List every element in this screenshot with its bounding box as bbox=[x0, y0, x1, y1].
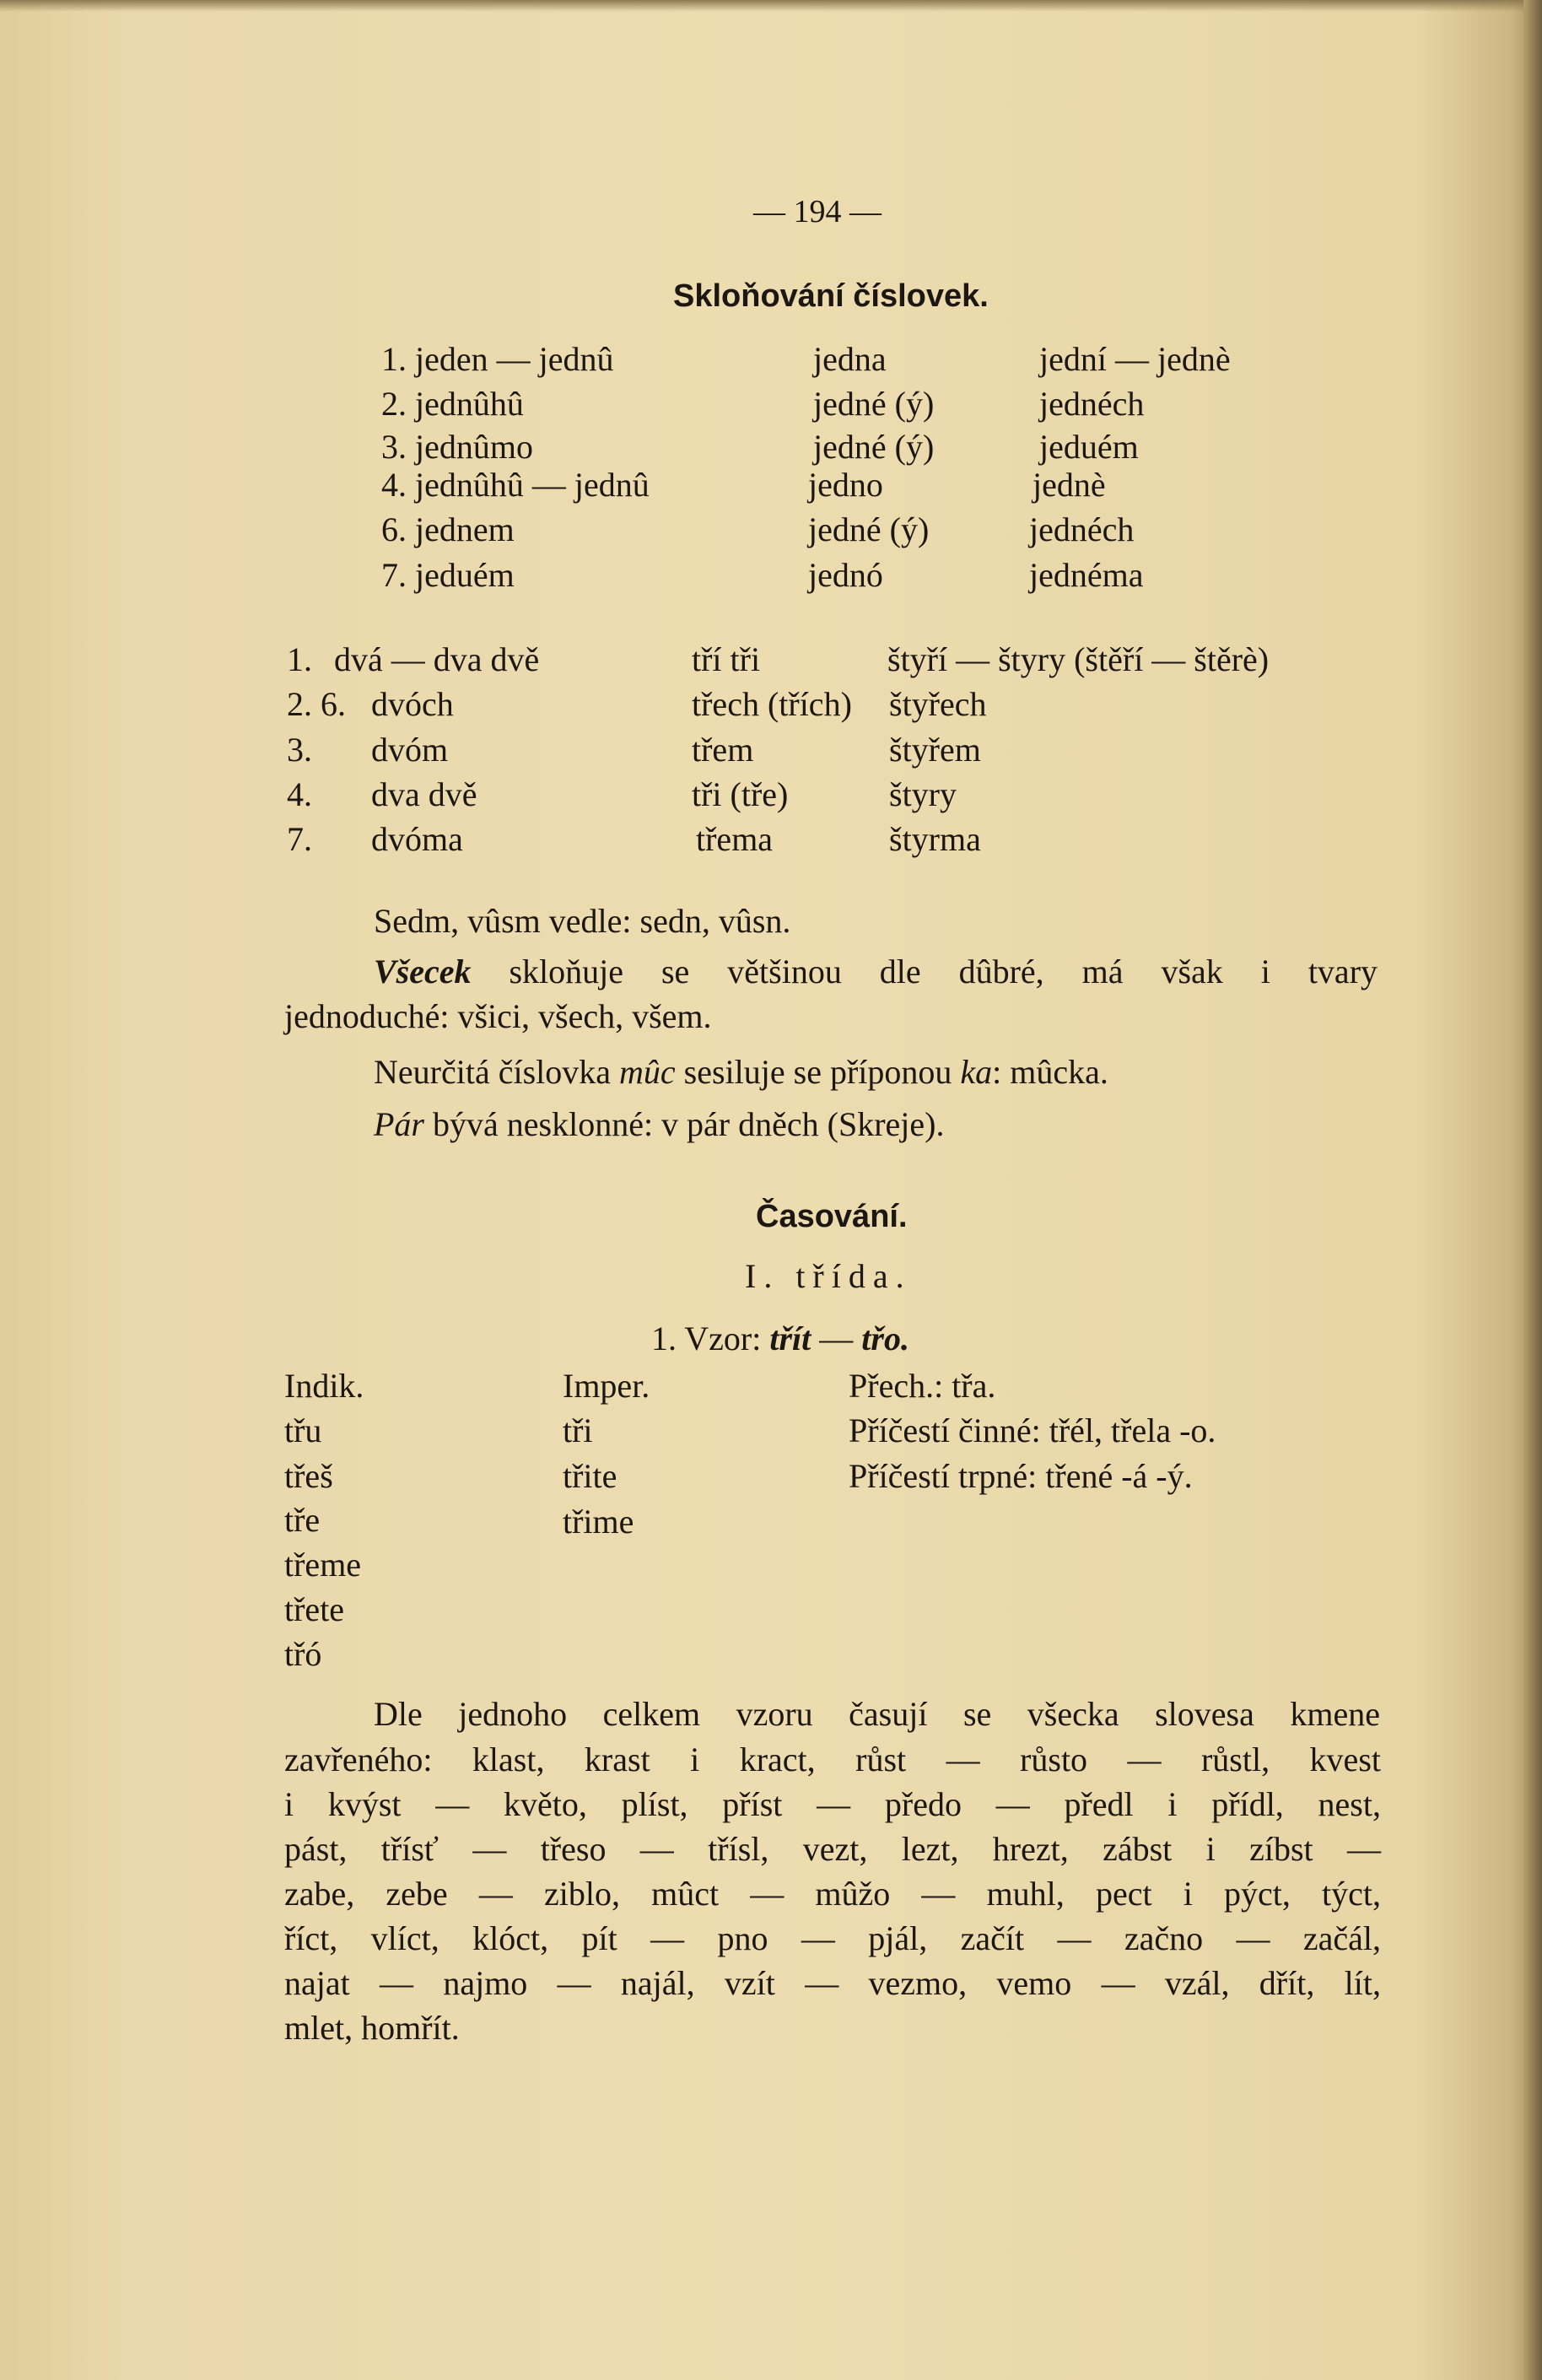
dva-row-7-styri: štyrma bbox=[889, 820, 981, 858]
dva-row-7-dva: dvóma bbox=[371, 820, 463, 858]
paragraph-line-4: pást, třísť — třeso — třísl, vezt, lezt, hrezt, zábst i zíbst — bbox=[284, 1830, 1381, 1868]
jeden-row-6-masc: 6. jednem bbox=[381, 510, 515, 548]
jeden-row-3-masc: 3. jednûmo bbox=[381, 428, 533, 466]
note-neurcita-suffix: ka bbox=[960, 1053, 993, 1091]
indik-form-2: třeš bbox=[284, 1457, 333, 1495]
imper-form-2: třite bbox=[563, 1457, 617, 1495]
pattern-label: 1. Vzor: bbox=[651, 1320, 762, 1357]
paragraph-line-2: zavřeného: klast, krast i kract, růst — růsto — růstl, kvest bbox=[284, 1740, 1381, 1778]
jeden-row-6-plural: jednéch bbox=[1029, 510, 1135, 548]
dva-row-4-case: 4. bbox=[287, 775, 312, 813]
dva-row-3-styri: štyřem bbox=[889, 731, 981, 769]
dva-row-4-styri: štyry bbox=[889, 775, 957, 813]
note-neurcita-word: mûc bbox=[619, 1053, 676, 1091]
dva-row-1-styri: štyří — štyry (štěří — štěrè) bbox=[887, 640, 1270, 678]
jeden-row-3-fem: jedné (ý) bbox=[813, 428, 935, 466]
note-neurcita-a: Neurčitá číslovka bbox=[374, 1053, 611, 1091]
dva-row-2-dva: dvóch bbox=[371, 685, 454, 723]
jeden-row-4-plural: jednè bbox=[1032, 466, 1106, 504]
note-neurcita-b: sesiluje se příponou bbox=[683, 1053, 952, 1091]
dva-row-1-dva: dvá — dva dvě bbox=[334, 640, 540, 678]
dva-row-4-tri: tři (tře) bbox=[692, 775, 789, 813]
dva-row-2-case: 2. 6. bbox=[287, 685, 346, 723]
paragraph-line-6: říct, vlíct, klóct, pít — pno — pjál, začít — začno — začál, bbox=[284, 1919, 1381, 1957]
jeden-row-3-plural: jeduém bbox=[1039, 428, 1139, 466]
jeden-row-2-fem: jedné (ý) bbox=[813, 385, 935, 423]
jeden-row-2-plural: jednéch bbox=[1039, 385, 1145, 423]
paragraph-line-7: najat — najmo — najál, vzít — vezmo, vemo — vzál, dřít, lít, bbox=[284, 1964, 1381, 2002]
section-title-numerals: Skloňování číslovek. bbox=[673, 278, 989, 314]
note-par bbox=[374, 1105, 945, 1143]
jeden-row-1-fem: jedna bbox=[813, 340, 887, 378]
imper-form-3: třime bbox=[563, 1503, 634, 1541]
page-top-shadow bbox=[0, 0, 1542, 12]
dva-row-1-case: 1. bbox=[287, 640, 312, 678]
note-neurcita-c: : mûcka. bbox=[992, 1053, 1108, 1091]
note-vsecek-line2: jednoduché: všici, všech, všem. bbox=[284, 997, 712, 1035]
dva-row-2-styri: štyřech bbox=[889, 685, 987, 723]
pattern-dash: — bbox=[819, 1320, 854, 1357]
jeden-row-1-masc: 1. jeden — jednû bbox=[381, 340, 614, 378]
participle-passive: Příčestí trpné: třené -á -ý. bbox=[849, 1457, 1193, 1495]
jeden-row-6-fem: jedné (ý) bbox=[808, 510, 930, 548]
paragraph-line-8: mlet, homřít. bbox=[284, 2009, 460, 2047]
jeden-row-2-masc: 2. jednûhû bbox=[381, 385, 524, 423]
paragraph-line-3: i kvýst — květo, plíst, příst — předo — předl i přídl, nest, bbox=[284, 1785, 1381, 1823]
page-right-edge bbox=[1523, 0, 1542, 2380]
page-number: — 194 — bbox=[753, 194, 882, 229]
note-sedm: Sedm, vûsm vedle: sedn, vûsn. bbox=[374, 902, 791, 940]
note-vsecek-word: Všecek bbox=[374, 953, 472, 990]
jeden-row-7-masc: 7. jeduém bbox=[381, 556, 515, 594]
note-vsecek-line1 bbox=[374, 955, 1378, 989]
pattern-word-2: třo. bbox=[861, 1320, 909, 1357]
dva-row-7-case: 7. bbox=[287, 820, 312, 858]
dva-row-2-tri: třech (třích) bbox=[692, 685, 852, 723]
dva-row-4-dva: dva dvě bbox=[371, 775, 477, 813]
dva-row-1-tri: tří tři bbox=[692, 640, 761, 678]
indik-form-3: tře bbox=[284, 1501, 321, 1539]
jeden-row-4-fem: jedno bbox=[808, 466, 883, 504]
class-title: I. třída. bbox=[745, 1257, 912, 1295]
indik-form-5: třete bbox=[284, 1590, 345, 1628]
jeden-row-7-plural: jednéma bbox=[1029, 556, 1144, 594]
imper-form-1: tři bbox=[563, 1411, 593, 1449]
dva-row-3-case: 3. bbox=[287, 731, 312, 769]
section-title-conjugation: Časování. bbox=[756, 1199, 908, 1234]
prech-header: Přech.: třa. bbox=[849, 1367, 996, 1405]
jeden-row-4-masc: 4. jednûhû — jednû bbox=[381, 466, 650, 504]
pattern-word-1: třít bbox=[769, 1320, 811, 1357]
paragraph-line-5: zabe, zebe — ziblo, mûct — mûžo — muhl, pect i pýct, týct, bbox=[284, 1875, 1381, 1913]
pattern-line bbox=[651, 1322, 909, 1356]
jeden-row-1-plural: jední — jednè bbox=[1039, 340, 1231, 378]
indik-form-6: třó bbox=[284, 1635, 322, 1673]
note-par-word: Pár bbox=[374, 1105, 424, 1143]
jeden-row-7-fem: jednó bbox=[808, 556, 883, 594]
note-par-text: bývá nesklonné: v pár dněch (Skreje). bbox=[433, 1105, 945, 1143]
note-vsecek-text: skloňuje se většinou dle dûbré, má však i tvary bbox=[509, 953, 1378, 990]
indik-header: Indik. bbox=[284, 1367, 364, 1405]
dva-row-3-dva: dvóm bbox=[371, 731, 449, 769]
indik-form-1: třu bbox=[284, 1411, 322, 1449]
dva-row-3-tri: třem bbox=[692, 731, 754, 769]
indik-form-4: třeme bbox=[284, 1546, 362, 1584]
participle-active: Příčestí činné: třél, třela -o. bbox=[849, 1411, 1216, 1449]
paragraph-line-1: Dle jednoho celkem vzoru časují se všecka slovesa kmene bbox=[374, 1695, 1380, 1733]
imper-header: Imper. bbox=[563, 1367, 650, 1405]
note-neurcita bbox=[374, 1055, 1108, 1089]
dva-row-7-tri: třema bbox=[696, 820, 774, 858]
